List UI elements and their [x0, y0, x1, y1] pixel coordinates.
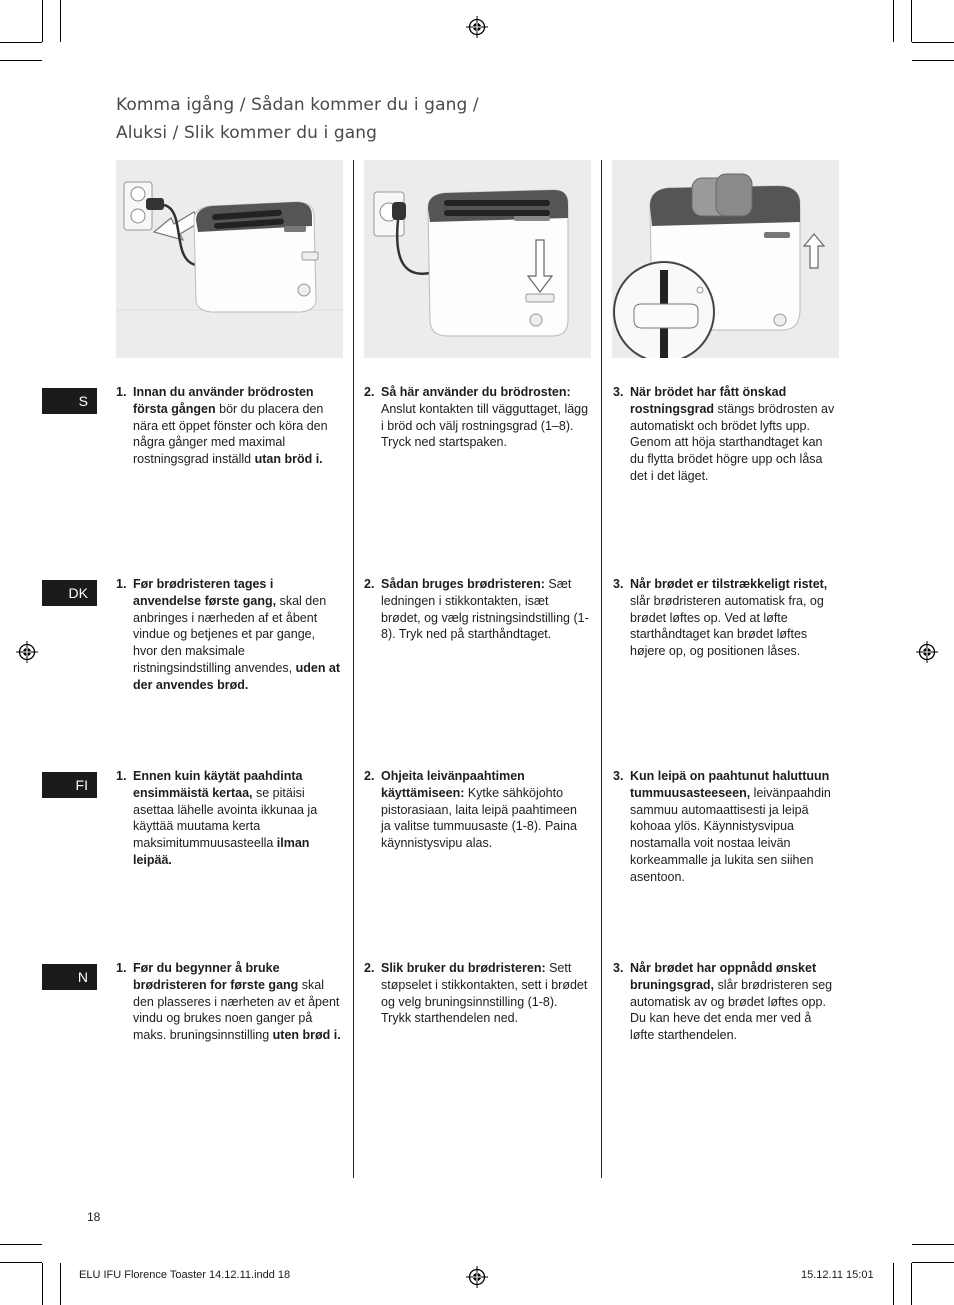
- page-title-line-1: Komma igång / Sådan kommer du i gang /: [116, 95, 479, 115]
- step-2-dk: 2. Sådan bruges brødristeren: Sæt ledningen i stikkontakten, isæt brødet, og vælg ristningsindstilling (1-8). Tryk ned på starthåndtaget.: [364, 577, 589, 642]
- footer-timestamp: 15.12.11 15:01: [801, 1269, 874, 1281]
- step-3-s: 3. När brödet har fått önskad rostningsgrad stängs brödrosten av automatiskt och brödet lyfts upp. Genom att höja starthandtaget kan du flytta brödet högre upp och låsa det i det läget.: [613, 385, 835, 483]
- page-number: 18: [87, 1210, 101, 1224]
- step-3-fi: 3. Kun leipä on paahtunut haluttuun tummuusasteeseen, leivänpaahdin sammuu automaattisesti ja leipä kohoaa ylös. Käynnistysvipua nostamalla voit nostaa leivän korkeammalle ja lukita sen siihen asentoon.: [613, 769, 831, 884]
- step-1-dk: 1. Før brødristeren tages i anvendelse første gang, skal den anbringes i nærheden af et åbent vindue og betjenes et par gange, hvor den maksimale ristningsindstilling anvendes, uden at der anvendes brød.: [116, 577, 341, 692]
- step-2-s: 2. Så här använder du brödrosten: Anslut kontakten till vägguttaget, lägg i bröd och välj rostningsgrad (1–8). Tryck ned startspaken.: [364, 385, 589, 450]
- column-divider: [353, 160, 354, 1178]
- language-badge-n: N: [42, 964, 97, 990]
- language-badge-fi: FI: [42, 772, 97, 798]
- illustration-press-start-lever: [364, 160, 591, 358]
- language-badge-dk: DK: [42, 580, 97, 606]
- step-3-dk: 3. Når brødet er tilstrækkeligt ristet, slår brødristeren automatisk fra, og brødet løftes op. Ved at løfte starthåndtaget kan brødet løftes højere op, og positionen låses.: [613, 577, 828, 659]
- illustration-lift-toast: [612, 160, 839, 358]
- step-2-fi: 2. Ohjeita leivänpaahtimen käyttämiseen: Kytke sähköjohto pistorasiaan, laita leipä paahtimeen ja valitse tummuusaste (1-8). Paina käynnistysvipu alas.: [364, 769, 577, 851]
- step-1-s: 1. Innan du använder brödrosten första gången bör du placera den nära ett öppet fönster och köra den några gånger med maximal rostningsgrad inställd utan bröd i.: [116, 385, 328, 467]
- footer-file-info: ELU IFU Florence Toaster 14.12.11.indd 18: [79, 1269, 291, 1281]
- registration-mark-icon: [466, 1266, 488, 1288]
- step-2-n: 2. Slik bruker du brødristeren: Sett støpselet i stikkontakten, sett i brødet og velg bruningsinnstilling (1-8). Trykk starthendelen ned.: [364, 961, 588, 1026]
- registration-mark-icon: [466, 16, 488, 38]
- registration-mark-icon: [916, 641, 938, 663]
- illustration-plug-in-toaster: [116, 160, 343, 358]
- registration-mark-icon: [16, 641, 38, 663]
- language-badge-s: S: [42, 388, 97, 414]
- column-divider: [601, 160, 602, 1178]
- step-3-n: 3. Når brødet har oppnådd ønsket bruningsgrad, slår brødristeren seg automatisk av og brødet løftes opp. Du kan heve det enda mer ved å løfte starthendelen.: [613, 961, 833, 1043]
- wall-socket-icon: [374, 192, 406, 236]
- page-title-line-2: Aluksi / Slik kommer du i gang: [116, 123, 378, 143]
- step-1-fi: 1. Ennen kuin käytät paahdinta ensimmäistä kertaa, se pitäisi asettaa lähelle avointa ikkunaa ja käyttää muutama kerta maksimitummuusasteella ilman leipää.: [116, 769, 318, 867]
- step-1-n: 1. Før du begynner å bruke brødristeren for første gang skal den plasseres i nærheten av et åpent vindu og brukes noen ganger på maks. bruningsinnstilling uten brød i.: [116, 961, 341, 1043]
